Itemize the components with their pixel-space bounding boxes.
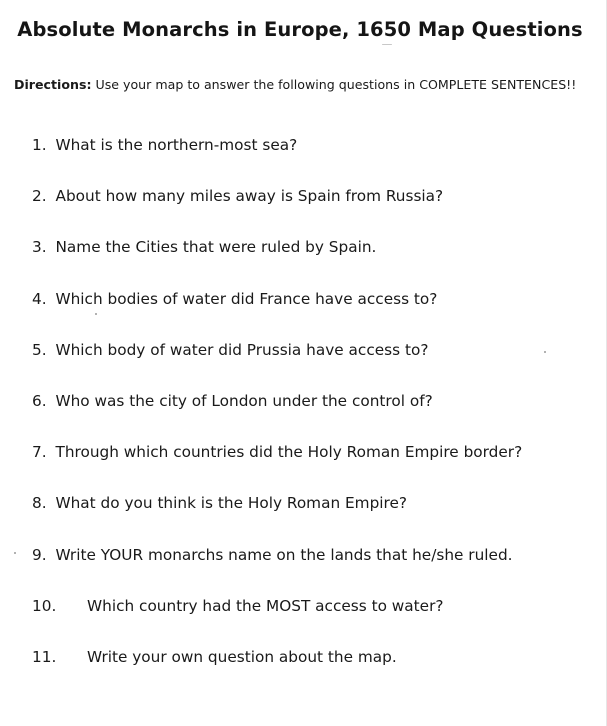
directions-text: Use your map to answer the following questions in COMPLETE SENTENCES!! <box>91 77 577 92</box>
question-text: About how many miles away is Spain from Russia? <box>55 187 444 206</box>
question-text: Which body of water did Prussia have access to? <box>55 340 429 359</box>
question-item <box>32 341 592 392</box>
question-item <box>32 238 592 289</box>
question-item <box>32 187 592 238</box>
question-number: 6. <box>32 391 47 410</box>
question-list <box>32 136 592 699</box>
question-number: 2. <box>32 187 47 206</box>
question-number: 11. <box>32 647 57 666</box>
question-item <box>32 290 592 341</box>
scan-speck <box>382 44 392 45</box>
question-item <box>32 648 592 699</box>
directions <box>14 77 604 92</box>
question-text: Name the Cities that were ruled by Spain. <box>55 238 377 257</box>
worksheet-title: Absolute Monarchs in Europe, 1650 Map Questions <box>17 18 583 41</box>
question-text: What do you think is the Holy Roman Empire? <box>55 494 408 513</box>
question-number: 9. <box>32 545 47 564</box>
scan-speck <box>544 351 546 353</box>
question-number: 4. <box>32 289 47 308</box>
scan-speck <box>14 552 16 554</box>
question-number: 8. <box>32 494 47 513</box>
question-text: Who was the city of London under the control of? <box>55 391 433 410</box>
question-text: Write your own question about the map. <box>87 647 397 666</box>
question-number: 3. <box>32 238 47 257</box>
question-text: What is the northern-most sea? <box>55 136 298 154</box>
question-item <box>32 597 592 648</box>
directions-label: Directions: <box>14 77 92 92</box>
question-number: 5. <box>32 340 47 359</box>
question-text: Which country had the MOST access to water? <box>87 596 444 615</box>
question-item <box>32 546 592 597</box>
question-text: Write YOUR monarchs name on the lands that he/she ruled. <box>55 545 513 564</box>
question-text: Through which countries did the Holy Roman Empire border? <box>55 443 523 462</box>
question-number: 10. <box>32 596 57 615</box>
question-item <box>32 443 592 494</box>
question-item <box>32 494 592 545</box>
question-text: Which bodies of water did France have access to? <box>55 289 438 308</box>
question-item <box>32 392 592 443</box>
scan-speck <box>95 313 97 315</box>
question-number: 1. <box>32 136 47 154</box>
question-number: 7. <box>32 443 47 462</box>
question-item <box>32 136 592 187</box>
